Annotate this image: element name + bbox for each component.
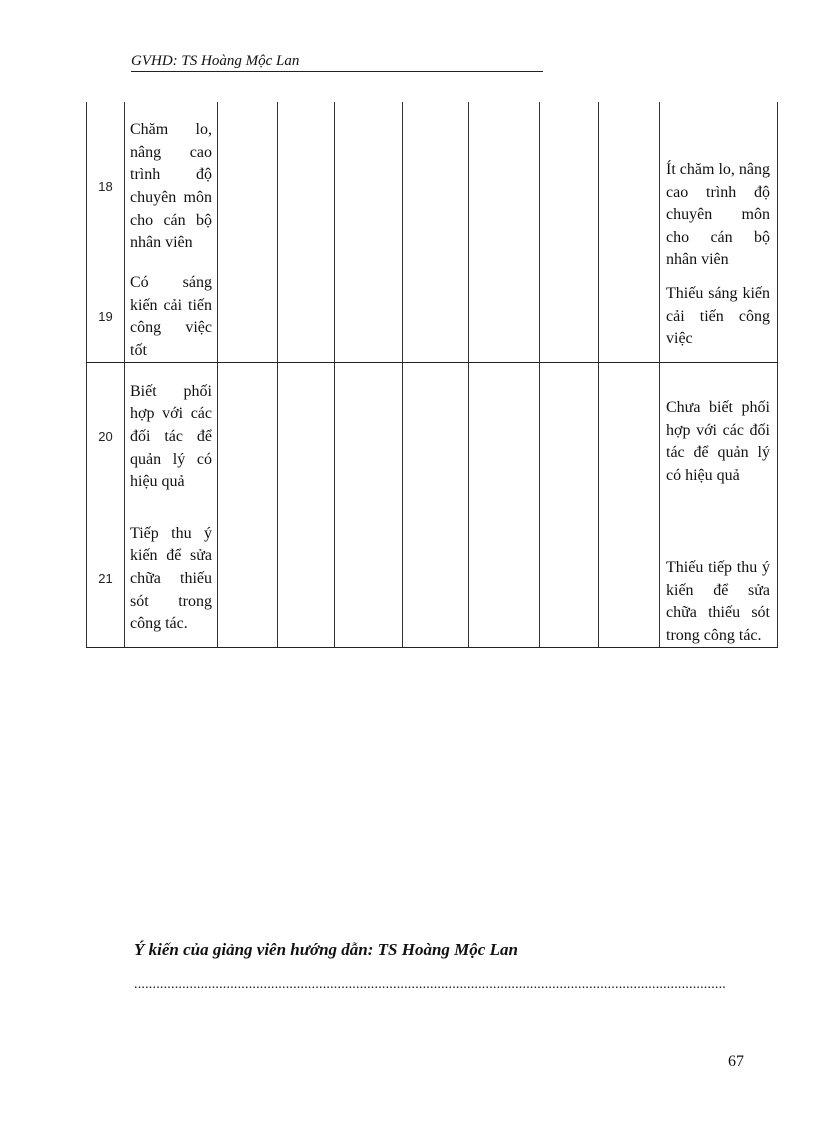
rating-cell (403, 363, 469, 512)
rating-cell (278, 363, 335, 512)
rating-cell (335, 102, 403, 272)
rating-cell (278, 102, 335, 272)
rating-cell (218, 363, 278, 512)
rating-cell (403, 102, 469, 272)
table-row (87, 363, 778, 512)
rating-cell (403, 511, 469, 648)
table-row (87, 102, 778, 272)
row-number: 21 (87, 511, 125, 648)
rating-cell (540, 511, 599, 648)
rating-cell (278, 272, 335, 363)
table-row (87, 511, 778, 648)
row-number: 18 (87, 102, 125, 272)
low-level-cell: Thiếu tiếp thu ý kiến để sửa chữa thiếu sót trong công tác. (660, 511, 778, 648)
rating-cell (599, 272, 660, 363)
rating-cell (335, 363, 403, 512)
rating-cell (403, 272, 469, 363)
low-level-cell: Thiếu sáng kiến cải tiến công việc (660, 272, 778, 363)
row-number: 19 (87, 272, 125, 363)
rating-cell (599, 102, 660, 272)
rating-cell (540, 363, 599, 512)
criterion-cell: Tiếp thu ý kiến để sửa chữa thiếu sót trong công tác. (125, 511, 218, 648)
rating-cell (469, 363, 540, 512)
rating-cell (469, 272, 540, 363)
rating-cell (335, 511, 403, 648)
low-level-cell: Ít chăm lo, nâng cao trình độ chuyên môn cho cán bộ nhân viên (660, 102, 778, 272)
rating-cell (278, 511, 335, 648)
page-header: GVHD: TS Hoàng Mộc Lan (131, 53, 543, 72)
criterion-cell: Chăm lo, nâng cao trình độ chuyên môn cho cán bộ nhân viên (125, 102, 218, 272)
rating-cell (469, 511, 540, 648)
table-row (87, 272, 778, 363)
comment-dotted-line: ................................................................................................................................................................ (134, 977, 726, 992)
criterion-cell: Có sáng kiến cải tiến công việc tốt (125, 272, 218, 363)
criterion-cell: Biết phối hợp với các đối tác để quản lý có hiệu quả (125, 363, 218, 512)
page-number: 67 (728, 1053, 744, 1070)
evaluation-table (86, 102, 778, 648)
rating-cell (218, 272, 278, 363)
advisor-comment-label: Ý kiến của giảng viên hướng dẫn: TS Hoàng Mộc Lan (134, 940, 518, 959)
low-level-cell: Chưa biết phối hợp với các đối tác để quản lý có hiệu quả (660, 363, 778, 512)
rating-cell (469, 102, 540, 272)
rating-cell (218, 511, 278, 648)
rating-cell (335, 272, 403, 363)
rating-cell (218, 102, 278, 272)
rating-cell (599, 511, 660, 648)
rating-cell (599, 363, 660, 512)
rating-cell (540, 272, 599, 363)
rating-cell (540, 102, 599, 272)
row-number: 20 (87, 363, 125, 512)
